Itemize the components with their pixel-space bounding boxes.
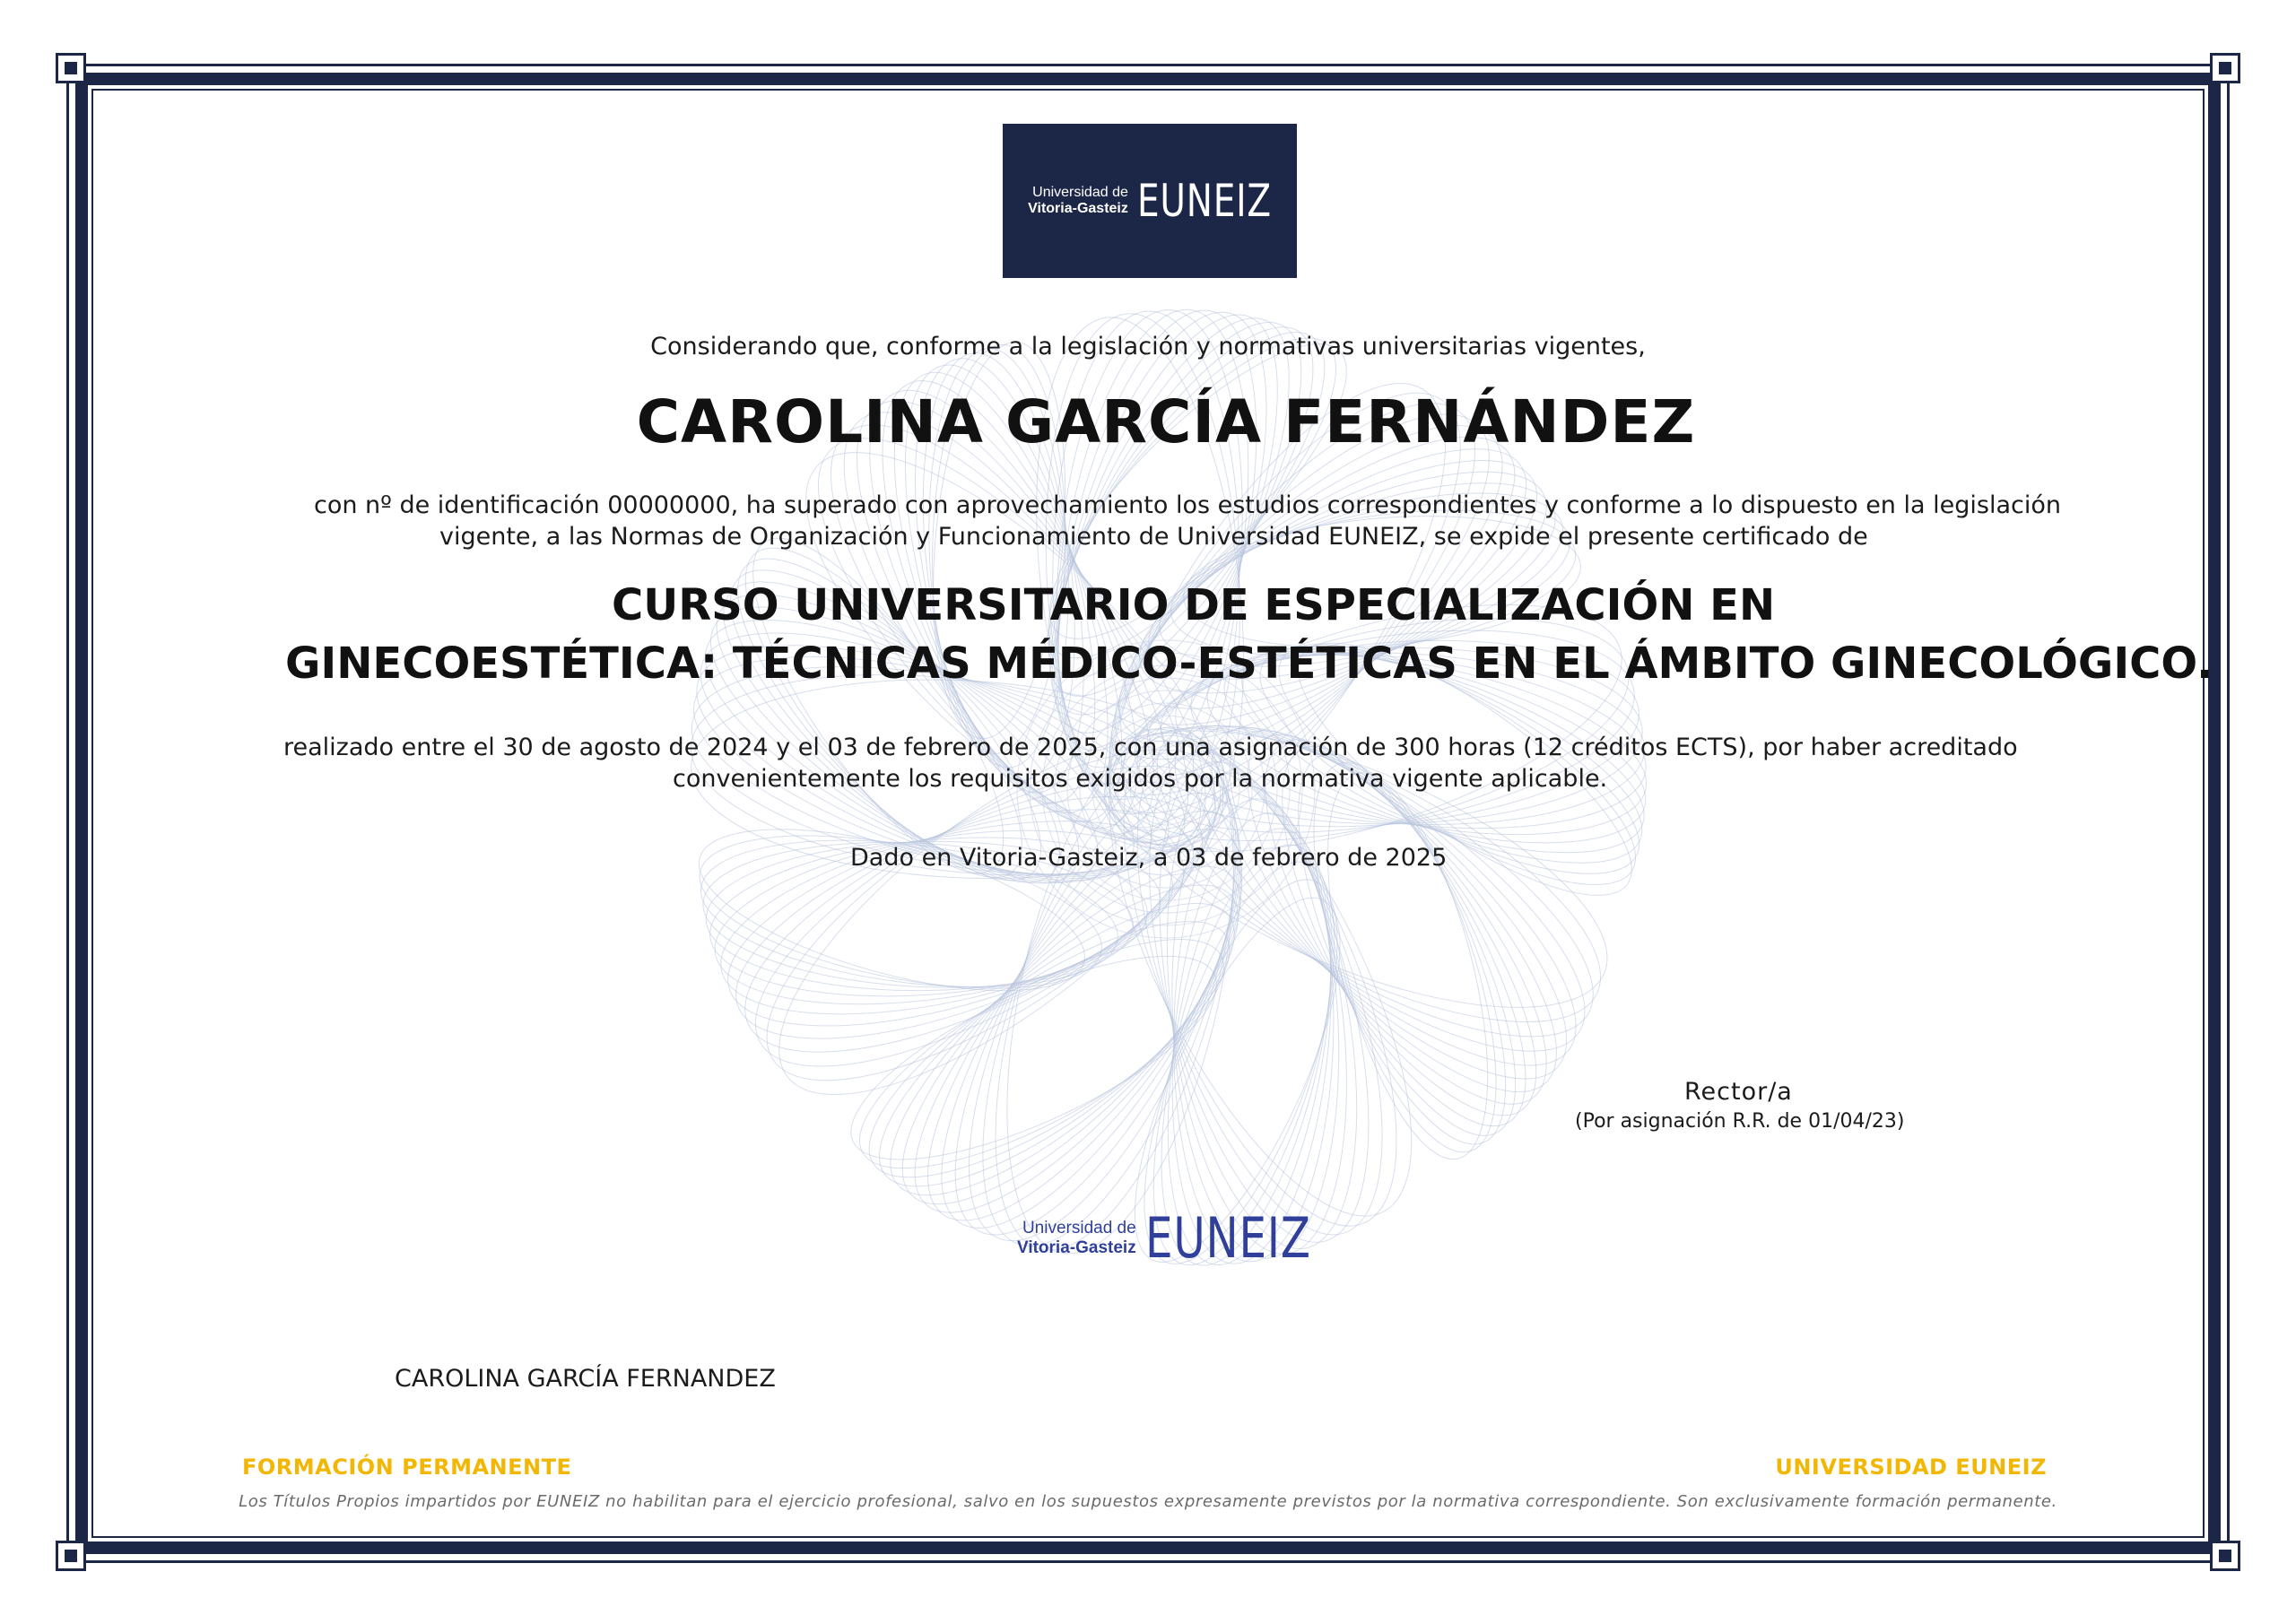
seal-logo-wordmark: EUNEIZ: [1144, 1205, 1311, 1271]
detail-text-line1: realizado entre el 30 de agosto de 2024 y el 03 de febrero de 2025, con una asignación de 300 horas (12 créditos ECTS), por haber acreditado: [283, 734, 2018, 761]
intro-text: Considerando que, conforme a la legislación y normativas universitarias vigentes,: [650, 333, 1646, 360]
certificate-frame-inner: [91, 89, 2205, 1538]
body-text-line1: con nº de identificación 00000000, ha superado con aprovechamiento los estudios correspondientes y conforme a lo dispuesto en la legislación: [314, 491, 2061, 519]
frame-corner-ornament: [2210, 1541, 2240, 1571]
issue-place-date: Dado en Vitoria-Gasteiz, a 03 de febrero de 2025: [850, 844, 1448, 872]
logo-line2: Vitoria-Gasteiz: [1028, 201, 1128, 216]
body-text-line2: vigente, a las Normas de Organización y Funcionamiento de Universidad EUNEIZ, se expide el presente certificado de: [439, 523, 1868, 551]
frame-corner-ornament: [56, 1541, 86, 1571]
detail-text-line2: convenientemente los requisitos exigidos por la normativa vigente aplicable.: [673, 765, 1608, 793]
student-signature-name: CAROLINA GARCÍA FERNANDEZ: [395, 1365, 776, 1393]
logo-subtitle: [1028, 185, 1128, 218]
university-logo: [1003, 124, 1297, 278]
seal-logo-subtitle: [1017, 1219, 1136, 1258]
footer-university-label: UNIVERSIDAD EUNEIZ: [1775, 1455, 2047, 1480]
seal-logo-line1: Universidad de: [1022, 1218, 1136, 1238]
footer-program-label: FORMACIÓN PERMANENTE: [242, 1455, 572, 1480]
logo-line1: Universidad de: [1032, 184, 1128, 200]
university-seal-logo: [1017, 1205, 1311, 1271]
rector-title: Rector/a: [1684, 1078, 1793, 1106]
recipient-name: CAROLINA GARCÍA FERNÁNDEZ: [636, 387, 1696, 456]
frame-corner-ornament: [2210, 53, 2240, 83]
rector-appointment-note: (Por asignación R.R. de 01/04/23): [1575, 1110, 1905, 1133]
seal-logo-line2: Vitoria-Gasteiz: [1017, 1238, 1136, 1257]
course-title-line1: CURSO UNIVERSITARIO DE ESPECIALIZACIÓN EN: [612, 580, 1776, 630]
course-title-line2: GINECOESTÉTICA: TÉCNICAS MÉDICO-ESTÉTICAS EN EL ÁMBITO GINECOLÓGICO.: [285, 638, 2213, 689]
footer-disclaimer: Los Títulos Propios impartidos por EUNEIZ no habilitan para el ejercicio profesional, salvo en los supuestos expresamente previstos por la normativa correspondiente. Son exclusivamente formación permanente.: [239, 1492, 2057, 1511]
logo-wordmark: EUNEIZ: [1136, 175, 1272, 227]
frame-corner-ornament: [56, 53, 86, 83]
